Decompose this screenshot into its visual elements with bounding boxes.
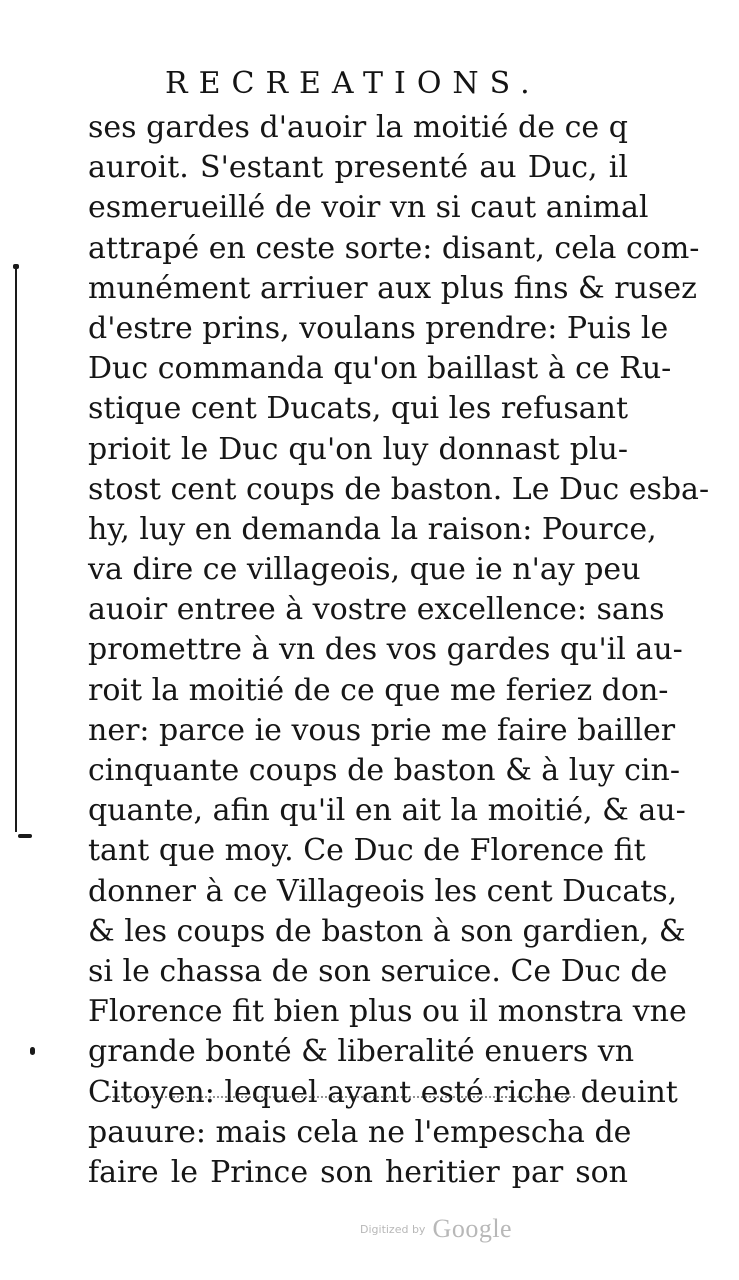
text-line: donner à ce Villageois les cent Ducats,	[88, 873, 678, 909]
text-line: auroit. S'estant presenté au Duc, il	[88, 150, 628, 186]
margin-rule	[15, 266, 17, 832]
text-line: roit la moitié de ce que me feriez don-	[88, 672, 669, 708]
text-line: Duc commanda qu'on baillast à ce Ru-	[88, 351, 672, 387]
text-line: ses gardes d'auoir la moitié de ce q	[88, 110, 628, 145]
text-line: quante, afin qu'il en ait la moitié, & au-	[88, 793, 686, 829]
margin-mark-bottom	[18, 834, 32, 838]
margin-mark-top	[13, 264, 19, 269]
text-line: & les coups de baston à son gardien, &	[88, 913, 686, 949]
text-line: d'estre prins, voulans prendre: Puis le	[88, 310, 669, 346]
text-line: faire le Prince son heritier par son	[88, 1154, 628, 1190]
watermark-prefix: Digitized by	[360, 1222, 426, 1236]
text-line: attrapé en ceste sorte: disant, cela com-	[88, 230, 700, 266]
watermark-brand: Google	[432, 1214, 513, 1243]
text-line: stost cent coups de baston. Le Duc esba-	[88, 471, 710, 507]
text-line: auoir entree à vostre excellence: sans	[88, 592, 665, 628]
text-line: Citoyen: lequel ayant esté riche deuint	[88, 1074, 678, 1110]
catchword-trace	[105, 1096, 575, 1102]
text-block	[88, 108, 710, 1193]
text-line: si le chassa de son seruice. Ce Duc de	[88, 953, 668, 989]
text-line: esmerueillé de voir vn si caut animal	[88, 190, 649, 226]
text-line: tant que moy. Ce Duc de Florence fit	[88, 833, 646, 869]
text-line: hy, luy en demanda la raison: Pource,	[88, 511, 657, 547]
text-line: pauure: mais cela ne l'empescha de	[88, 1114, 632, 1150]
text-line: munément arriuer aux plus fins & rusez	[88, 270, 697, 306]
digitization-watermark	[360, 1214, 520, 1254]
text-line: ner: parce ie vous prie me faire bailler	[88, 712, 676, 748]
running-head: RECREATIONS.	[165, 66, 541, 101]
text-line: va dire ce villageois, que ie n'ay peu	[88, 552, 641, 588]
text-line: grande bonté & liberalité enuers vn	[88, 1034, 635, 1070]
text-line: prioit le Duc qu'on luy donnast plu-	[88, 431, 628, 467]
margin-ink-spot	[30, 1047, 35, 1055]
text-line: stique cent Ducats, qui les refusant	[88, 391, 629, 427]
text-line: promettre à vn des vos gardes qu'il au-	[88, 632, 683, 668]
text-line: Florence fit bien plus ou il monstra vne	[88, 994, 687, 1030]
text-line: cinquante coups de baston & à luy cin-	[88, 753, 680, 788]
